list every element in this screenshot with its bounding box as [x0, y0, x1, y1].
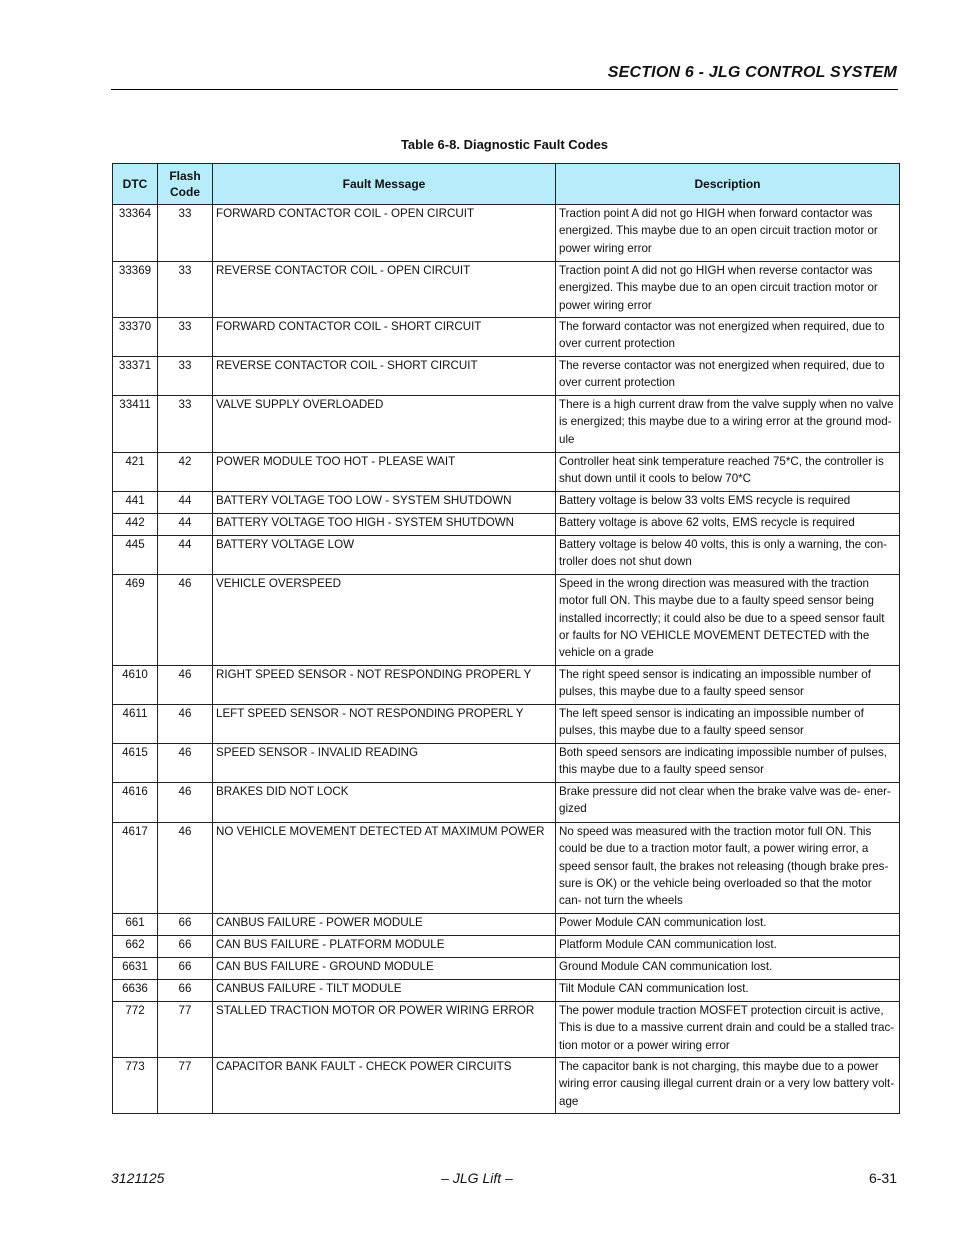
table-title: Table 6-8. Diagnostic Fault Codes — [400, 137, 609, 152]
header-flash-line1: Flash — [169, 169, 201, 183]
description-cell: Battery voltage is below 40 volts, this is only a warning, the con- troller does not shut down — [556, 536, 900, 575]
flash-code-cell: 44 — [158, 536, 213, 575]
flash-code-cell: 66 — [158, 980, 213, 1002]
table-row — [113, 536, 900, 575]
dtc-cell: 442 — [113, 514, 158, 536]
table-row — [113, 1002, 900, 1058]
flash-code-cell: 44 — [158, 492, 213, 514]
fault-message-cell: CAN BUS FAILURE - GROUND MODULE — [213, 958, 556, 980]
header-flash-line2: Code — [170, 185, 200, 199]
description-cell: Traction point A did not go HIGH when forward contactor was energized. This maybe due to an open circuit traction motor or power wiring error — [556, 205, 900, 262]
fault-message-cell: FORWARD CONTACTOR COIL - OPEN CIRCUIT — [213, 205, 556, 262]
fault-message-cell: SPEED SENSOR - INVALID READING — [213, 744, 556, 783]
dtc-cell: 4611 — [113, 705, 158, 744]
table-row — [113, 980, 900, 1002]
header-fault-message: Fault Message — [213, 164, 556, 205]
table-row — [113, 936, 900, 958]
fault-message-cell: BATTERY VOLTAGE TOO HIGH - SYSTEM SHUTDOWN — [213, 514, 556, 536]
flash-code-cell: 46 — [158, 823, 213, 914]
footer-brand: – JLG Lift – — [441, 1170, 513, 1186]
fault-message-cell: REVERSE CONTACTOR COIL - OPEN CIRCUIT — [213, 262, 556, 318]
description-cell: Power Module CAN communication lost. — [556, 914, 900, 936]
flash-code-cell: 33 — [158, 357, 213, 396]
dtc-cell: 445 — [113, 536, 158, 575]
fault-message-cell: STALLED TRACTION MOTOR OR POWER WIRING ERROR — [213, 1002, 556, 1058]
header-description: Description — [556, 164, 900, 205]
description-cell: The right speed sensor is indicating an impossible number of pulses, this maybe due to a faulty speed sensor — [556, 666, 900, 705]
table-row — [113, 914, 900, 936]
flash-code-cell: 66 — [158, 936, 213, 958]
fault-message-cell: VALVE SUPPLY OVERLOADED — [213, 396, 556, 453]
flash-code-cell: 46 — [158, 575, 213, 666]
dtc-cell: 33370 — [113, 318, 158, 357]
fault-code-table — [112, 163, 900, 1114]
table-header-row — [113, 164, 900, 205]
dtc-cell: 662 — [113, 936, 158, 958]
description-cell: Battery voltage is above 62 volts, EMS recycle is required — [556, 514, 900, 536]
dtc-cell: 6631 — [113, 958, 158, 980]
fault-message-cell: CAN BUS FAILURE - PLATFORM MODULE — [213, 936, 556, 958]
flash-code-cell: 66 — [158, 958, 213, 980]
table-row — [113, 514, 900, 536]
description-cell: Tilt Module CAN communication lost. — [556, 980, 900, 1002]
flash-code-cell: 42 — [158, 453, 213, 492]
flash-code-cell: 33 — [158, 396, 213, 453]
table-body — [113, 205, 900, 1114]
description-cell: Controller heat sink temperature reached 75*C, the controller is shut down until it cools to below 70*C — [556, 453, 900, 492]
table-row — [113, 396, 900, 453]
dtc-cell: 4616 — [113, 783, 158, 823]
table-row — [113, 453, 900, 492]
fault-message-cell: BATTERY VOLTAGE TOO LOW - SYSTEM SHUTDOWN — [213, 492, 556, 514]
description-cell: The forward contactor was not energized when required, due to over current protection — [556, 318, 900, 357]
flash-code-cell: 77 — [158, 1002, 213, 1058]
dtc-cell: 4610 — [113, 666, 158, 705]
description-cell: Speed in the wrong direction was measured with the traction motor full ON. This maybe due to a faulty speed sensor being installed incorrectly; it could also be due to a speed sensor fault or faults for NO VEHICLE MOVEMENT DETECTED with the vehicle on a grade — [556, 575, 900, 666]
table-row — [113, 357, 900, 396]
header-flash-code — [158, 164, 213, 205]
flash-code-cell: 44 — [158, 514, 213, 536]
table-row — [113, 575, 900, 666]
dtc-cell: 772 — [113, 1002, 158, 1058]
dtc-cell: 441 — [113, 492, 158, 514]
flash-code-cell: 46 — [158, 666, 213, 705]
dtc-cell: 33369 — [113, 262, 158, 318]
dtc-cell: 33371 — [113, 357, 158, 396]
table-row — [113, 666, 900, 705]
description-cell: The reverse contactor was not energized when required, due to over current protection — [556, 357, 900, 396]
dtc-cell: 33411 — [113, 396, 158, 453]
fault-message-cell: LEFT SPEED SENSOR - NOT RESPONDING PROPERL Y — [213, 705, 556, 744]
description-cell: Battery voltage is below 33 volts EMS recycle is required — [556, 492, 900, 514]
dtc-cell: 421 — [113, 453, 158, 492]
dtc-cell: 661 — [113, 914, 158, 936]
fault-message-cell: CAPACITOR BANK FAULT - CHECK POWER CIRCUITS — [213, 1058, 556, 1114]
dtc-cell: 469 — [113, 575, 158, 666]
fault-message-cell: BRAKES DID NOT LOCK — [213, 783, 556, 823]
description-cell: No speed was measured with the traction motor full ON. This could be due to a traction motor fault, a power wiring error, a speed sensor fault, the brakes not releasing (though brake pres- sure is OK) or the vehicle being overloaded so that the motor can- not turn the wheels — [556, 823, 900, 914]
header-rule — [111, 89, 898, 90]
fault-message-cell: VEHICLE OVERSPEED — [213, 575, 556, 666]
fault-message-cell: CANBUS FAILURE - TILT MODULE — [213, 980, 556, 1002]
footer-doc-number: 3121125 — [111, 1170, 165, 1186]
description-cell: Both speed sensors are indicating impossible number of pulses, this maybe due to a faulty speed sensor — [556, 744, 900, 783]
description-cell: Traction point A did not go HIGH when reverse contactor was energized. This maybe due to an open circuit traction motor or power wiring error — [556, 262, 900, 318]
description-cell: Brake pressure did not clear when the brake valve was de- ener- gized — [556, 783, 900, 823]
flash-code-cell: 46 — [158, 783, 213, 823]
description-cell: The left speed sensor is indicating an impossible number of pulses, this maybe due to a faulty speed sensor — [556, 705, 900, 744]
fault-message-cell: FORWARD CONTACTOR COIL - SHORT CIRCUIT — [213, 318, 556, 357]
flash-code-cell: 66 — [158, 914, 213, 936]
section-header: SECTION 6 - JLG CONTROL SYSTEM — [607, 64, 897, 81]
description-cell: Platform Module CAN communication lost. — [556, 936, 900, 958]
description-cell: The capacitor bank is not charging, this maybe due to a power wiring error causing illegal current drain or a very low battery volt- age — [556, 1058, 900, 1114]
flash-code-cell: 46 — [158, 744, 213, 783]
flash-code-cell: 46 — [158, 705, 213, 744]
table-row — [113, 492, 900, 514]
flash-code-cell: 33 — [158, 205, 213, 262]
dtc-cell: 773 — [113, 1058, 158, 1114]
table-row — [113, 958, 900, 980]
fault-message-cell: CANBUS FAILURE - POWER MODULE — [213, 914, 556, 936]
header-dtc: DTC — [113, 164, 158, 205]
table-row — [113, 1058, 900, 1114]
table-row — [113, 705, 900, 744]
table-row — [113, 744, 900, 783]
dtc-cell: 4617 — [113, 823, 158, 914]
description-cell: Ground Module CAN communication lost. — [556, 958, 900, 980]
fault-message-cell: POWER MODULE TOO HOT - PLEASE WAIT — [213, 453, 556, 492]
fault-message-cell: NO VEHICLE MOVEMENT DETECTED AT MAXIMUM POWER — [213, 823, 556, 914]
table-row — [113, 318, 900, 357]
flash-code-cell: 77 — [158, 1058, 213, 1114]
fault-message-cell: RIGHT SPEED SENSOR - NOT RESPONDING PROPERL Y — [213, 666, 556, 705]
flash-code-cell: 33 — [158, 262, 213, 318]
table-row — [113, 783, 900, 823]
table-row — [113, 205, 900, 262]
flash-code-cell: 33 — [158, 318, 213, 357]
dtc-cell: 4615 — [113, 744, 158, 783]
dtc-cell: 33364 — [113, 205, 158, 262]
footer-page-number: 6-31 — [868, 1170, 897, 1186]
description-cell: The power module traction MOSFET protection circuit is active, This is due to a massive current drain and could be a stalled trac- tion motor or a power wiring error — [556, 1002, 900, 1058]
table-row — [113, 823, 900, 914]
table-row — [113, 262, 900, 318]
description-cell: There is a high current draw from the valve supply when no valve is energized; this maybe due to a wiring error at the ground mod- ule — [556, 396, 900, 453]
fault-message-cell: BATTERY VOLTAGE LOW — [213, 536, 556, 575]
fault-message-cell: REVERSE CONTACTOR COIL - SHORT CIRCUIT — [213, 357, 556, 396]
dtc-cell: 6636 — [113, 980, 158, 1002]
